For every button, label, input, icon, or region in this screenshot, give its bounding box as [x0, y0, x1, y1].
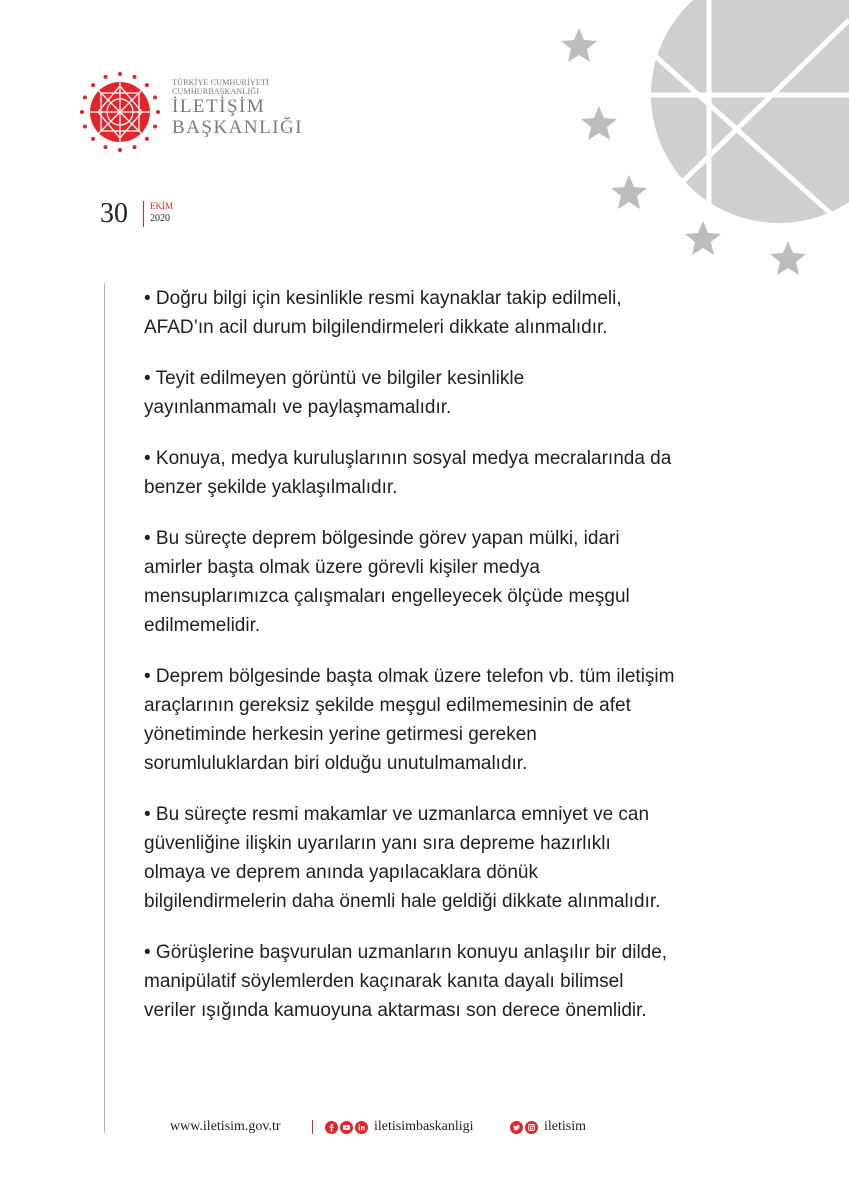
date-month: EKİM	[150, 201, 173, 211]
emblem-icon	[78, 70, 162, 154]
left-margin-rule	[104, 283, 105, 1133]
twitter-icon[interactable]	[510, 1121, 523, 1134]
facebook-icon[interactable]	[325, 1121, 338, 1134]
org-name-line1: İLETİŞİM	[172, 96, 266, 117]
social-handle-2[interactable]: iletisim	[544, 1119, 586, 1134]
bullet-item: • Bu süreçte deprem bölgesinde görev yapan mülki, idari amirler başta olmak üzere görevli kişiler medya mensuplarımızca çalışmaları engelleyecek ölçüde meşgul edilmemelidir.	[144, 528, 630, 636]
linkedin-icon[interactable]	[355, 1121, 368, 1134]
date-year: 2020	[150, 213, 170, 224]
website-link[interactable]: www.iletisim.gov.tr	[170, 1119, 281, 1134]
org-line1: TÜRKİYE CUMHURİYETİ	[172, 78, 269, 87]
footer-divider	[312, 1120, 313, 1134]
instagram-icon[interactable]	[525, 1121, 538, 1134]
bullet-item: • Doğru bilgi için kesinlikle resmi kaynaklar takip edilmeli, AFAD’ın acil durum bilgilendirmeleri dikkate alınmalıdır.	[144, 288, 622, 338]
date-divider	[143, 201, 144, 227]
corner-decoration	[549, 0, 849, 300]
bullet-item: • Deprem bölgesinde başta olmak üzere telefon vb. tüm iletişim araçlarının gereksiz şekilde meşgul edilmemesinin de afet yönetiminde herkesin yerine getirmesi gereken sorumluluklardan biri olduğu unutulmamalıdır.	[144, 666, 675, 774]
organization-logo	[78, 70, 308, 156]
date-day: 30	[100, 198, 128, 229]
bullet-item: • Bu süreçte resmi makamlar ve uzmanlarca emniyet ve can güvenliğine ilişkin uyarıların yanı sıra depreme hazırlıklı olmaya ve deprem anında yapılacaklara dönük bilgilendirmelerin daha önemli hale geldiği dikkate alınmalıdır.	[144, 804, 661, 912]
org-name-line2: BAŞKANLIĞI	[172, 117, 304, 138]
youtube-icon[interactable]	[340, 1121, 353, 1134]
logo-text	[172, 78, 303, 138]
bullet-item: • Görüşlerine başvurulan uzmanların konuyu anlaşılır bir dilde, manipülatif söylemlerden kaçınarak kanıta dayalı bilimsel veriler ışığında kamuoyuna aktarması son derece önemlidir.	[144, 942, 668, 1021]
bulletin-body	[144, 284, 784, 1047]
social-handle-1[interactable]: iletisimbaskanligi	[374, 1119, 474, 1134]
org-line2: CUMHURBAŞKANLIĞI	[172, 87, 260, 96]
bullet-item: • Teyit edilmeyen görüntü ve bilgiler kesinlikle yayınlanmamalı ve paylaşmamalıdır.	[144, 368, 525, 418]
bullet-item: • Konuya, medya kuruluşlarının sosyal medya mecralarında da benzer şekilde yaklaşılmalıdır.	[144, 448, 672, 498]
